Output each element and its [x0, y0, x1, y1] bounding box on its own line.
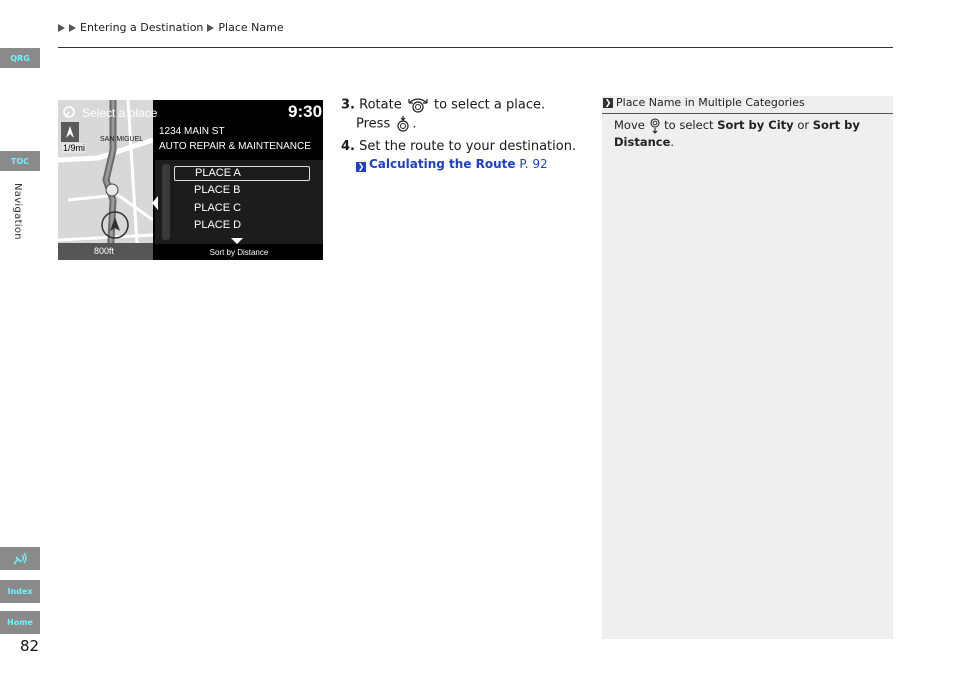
address-line-1: 1234 MAIN ST [159, 126, 225, 137]
step-3-text-b: to select a place. [433, 97, 546, 113]
breadcrumb-arrow-icon [207, 24, 214, 32]
index-tab[interactable]: Index [0, 580, 40, 603]
press-knob-icon [394, 115, 412, 133]
header-divider [58, 47, 893, 48]
step-3-number: 3. [341, 97, 355, 113]
sort-label: Sort by Distance [209, 248, 269, 257]
note-text-f: . [670, 134, 675, 149]
scroll-down-arrow-icon [230, 237, 244, 245]
step-3-line-2 [356, 115, 417, 134]
voice-command-tab[interactable] [0, 547, 40, 570]
screen-clock: 9:30 [288, 102, 323, 121]
step-4-text: Set the route to your destination. [359, 139, 577, 154]
move-knob-down-icon [649, 118, 661, 134]
step-4-number: 4. [341, 139, 355, 154]
step-3-text-d: . [412, 116, 417, 132]
section-label: Navigation [12, 183, 23, 240]
list-item-place-d[interactable]: PLACE D [194, 219, 242, 231]
address-line-2: AUTO REPAIR & MAINTENANCE [159, 141, 311, 152]
step-4 [341, 138, 576, 156]
distance-indicator: 1/9mi [63, 143, 86, 153]
calculating-route-link[interactable] [356, 157, 548, 172]
note-body [614, 117, 879, 150]
sort-option-bar[interactable] [155, 245, 323, 260]
breadcrumb-arrow-icon [69, 24, 76, 32]
qrg-tab[interactable]: QRG [0, 48, 40, 68]
note-sort-by-distance: Sort by Distance [614, 118, 860, 149]
toc-tab[interactable]: TOC [0, 151, 40, 171]
breadcrumb-item-place-name: Place Name [218, 21, 284, 34]
step-3-text-c: Press [356, 116, 391, 132]
home-tab[interactable]: Home [0, 611, 40, 634]
note-header [602, 96, 893, 114]
navigation-screen-image [58, 100, 323, 260]
note-title: Place Name in Multiple Categories [616, 96, 805, 109]
note-text-a: Move [614, 118, 645, 132]
page-number: 82 [20, 637, 40, 655]
list-item-place-b[interactable]: PLACE B [194, 184, 241, 196]
voice-command-icon [12, 552, 28, 566]
list-scrollbar[interactable] [162, 164, 170, 240]
breadcrumb-arrow-icon [58, 24, 65, 32]
note-arrow-icon: ❯ [604, 98, 612, 107]
list-item-place-a[interactable]: PLACE A [174, 166, 310, 181]
sidebar-note [602, 96, 893, 639]
breadcrumb [58, 21, 284, 34]
scroll-left-arrow-icon [151, 195, 159, 211]
screen-title: Select a place [82, 106, 158, 120]
map-view [58, 100, 153, 260]
note-sort-by-city: Sort by City [717, 118, 794, 132]
step-3 [341, 96, 545, 115]
voice-prompt-icon [62, 105, 76, 119]
step-3-text-a: Rotate [359, 97, 402, 113]
note-text-b: to select [664, 118, 714, 132]
breadcrumb-item-entering-destination[interactable]: Entering a Destination [80, 21, 204, 34]
link-label[interactable]: Calculating the Route [369, 157, 516, 171]
link-page[interactable]: P. 92 [519, 157, 548, 171]
rotate-knob-icon [406, 96, 430, 114]
link-arrow-icon: ❯ [357, 162, 365, 171]
map-scale: 800ft [94, 246, 115, 256]
note-text-d: or [797, 118, 810, 132]
list-item-place-c[interactable]: PLACE C [194, 202, 242, 214]
street-label: SAN MIGUEL [100, 136, 144, 143]
